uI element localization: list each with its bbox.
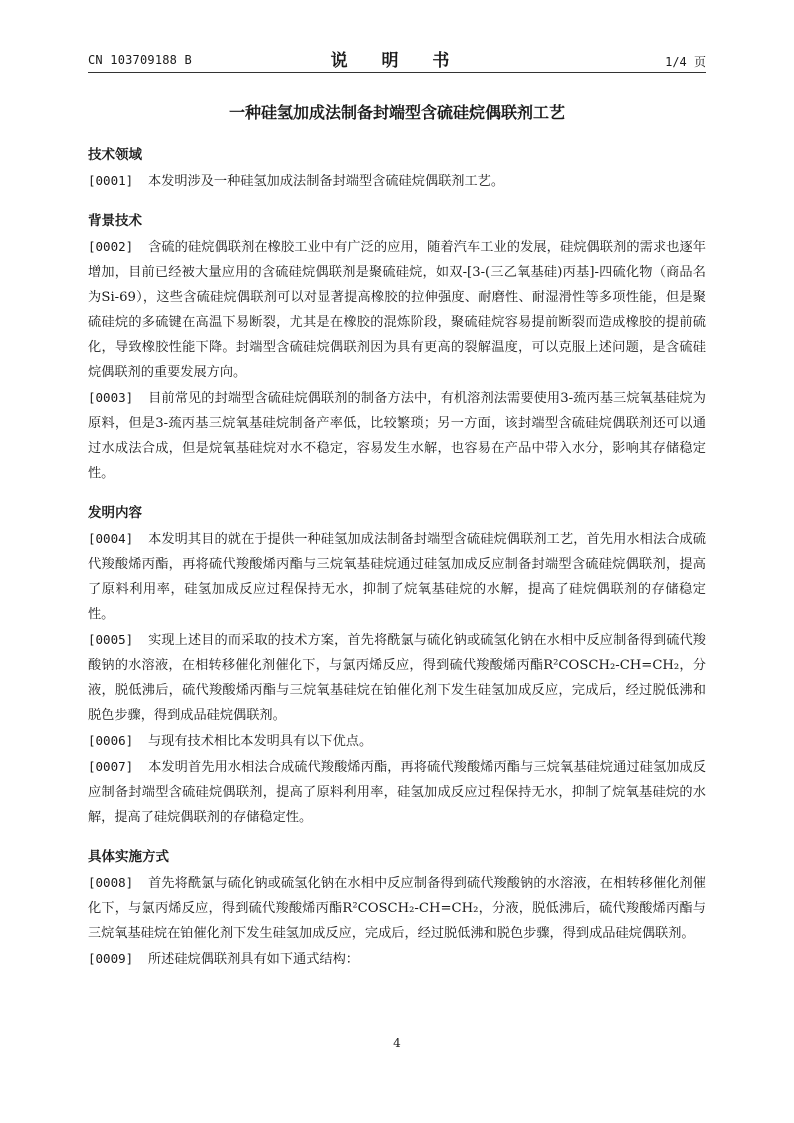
- paragraph-number: [0008]: [88, 875, 134, 890]
- paragraph-text: 实现上述目的而采取的技术方案，首先将酰氯与硫化钠或硫氢化钠在水相中反应制备得到硫代羧酸钠的水溶液，在相转移催化剂催化下，与氯丙烯反应，得到硫代羧酸烯丙酯R²COSCH₂-CH=CH₂，分液，脱低沸后，硫代羧酸烯丙酯与三烷氧基硅烷在铂催化剂下发生硅氢加成反应，完成后，经过脱低沸和脱色步骤，得到成品硅烷偶联剂。: [88, 633, 706, 723]
- paragraph-text: 含硫的硅烷偶联剂在橡胶工业中有广泛的应用，随着汽车工业的发展，硅烷偶联剂的需求也逐年增加，目前已经被大量应用的含硫硅烷偶联剂是聚硫硅烷，如双-[3-(三乙氧基硅)丙基]-四硫化物（商品名为Si-69），这些含硫硅烷偶联剂可以对显著提高橡胶的拉伸强度、耐磨性、耐湿滑性等多项性能，但是聚硫硅烷的多硫键在高温下易断裂，尤其是在橡胶的混炼阶段，聚硫硅烷容易提前断裂而造成橡胶的提前硫化，导致橡胶性能下降。封端型含硫硅烷偶联剂因为具有更高的裂解温度，可以克服上述问题，是含硫硅烷偶联剂的重要发展方向。: [88, 240, 706, 380]
- paragraph: [88, 870, 706, 946]
- section-background: [88, 208, 706, 486]
- paragraph-number: [0005]: [88, 632, 134, 647]
- paragraph-text: 所述硅烷偶联剂具有如下通式结构：: [148, 952, 359, 967]
- paragraph-text: 与现有技术相比本发明具有以下优点。: [148, 734, 373, 749]
- section-technical-field: [88, 142, 706, 194]
- paragraph-text: 本发明其目的就在于提供一种硅氢加成法制备封端型含硫硅烷偶联剂工艺，首先用水相法合成硫代羧酸烯丙酯，再将硫代羧酸烯丙酯与三烷氧基硅烷通过硅氢加成反应制备封端型含硫硅烷偶联剂，提高了原料利用率，硅氢加成反应过程保持无水，抑制了烷氧基硅烷的水解，提高了硅烷偶联剂的存储稳定性。: [88, 532, 706, 622]
- paragraph: [88, 754, 706, 830]
- paragraph: [88, 627, 706, 728]
- patent-number: CN 103709188 B: [88, 53, 192, 67]
- document-title: 一种硅氢加成法制备封端型含硫硅烷偶联剂工艺: [228, 103, 565, 122]
- paragraph: [88, 234, 706, 385]
- paragraph-number: [0001]: [88, 173, 134, 188]
- page-indicator: 1/4 页: [665, 55, 706, 69]
- paragraph-text: 首先将酰氯与硫化钠或硫氢化钠在水相中反应制备得到硫代羧酸钠的水溶液，在相转移催化剂催化下，与氯丙烯反应，得到硫代羧酸烯丙酯R²COSCH₂-CH=CH₂，分液，脱低沸后，硫代羧酸烯丙酯与三烷氧基硅烷在铂催化剂下发生硅氢加成反应，完成后，经过脱低沸和脱色步骤，得到成品硅烷偶联剂。: [88, 876, 706, 941]
- paragraph-number: [0007]: [88, 759, 134, 774]
- section-heading: 技术领域: [88, 147, 142, 163]
- paragraph: [88, 385, 706, 486]
- paragraph-text: 本发明首先用水相法合成硫代羧酸烯丙酯，再将硫代羧酸烯丙酯与三烷氧基硅烷通过硅氢加成反应制备封端型含硫硅烷偶联剂，提高了原料利用率，硅氢加成反应过程保持无水，抑制了烷氧基硅烷的水解，提高了硅烷偶联剂的存储稳定性。: [88, 760, 706, 825]
- paragraph-number: [0002]: [88, 239, 134, 254]
- header-divider: [88, 72, 706, 73]
- paragraph-number: [0006]: [88, 733, 134, 748]
- paragraph-number: [0003]: [88, 390, 134, 405]
- page-number: 4: [393, 1036, 401, 1050]
- section-heading: 具体实施方式: [88, 849, 169, 865]
- section-heading: 发明内容: [88, 505, 142, 521]
- section-invention-content: [88, 500, 706, 830]
- paragraph: [88, 728, 706, 754]
- page-header: [88, 44, 706, 72]
- paragraph-number: [0004]: [88, 531, 134, 546]
- paragraph: [88, 946, 706, 972]
- paragraph-text: 本发明涉及一种硅氢加成法制备封端型含硫硅烷偶联剂工艺。: [148, 174, 505, 189]
- paragraph: [88, 168, 706, 194]
- paragraph: [88, 526, 706, 627]
- document-body: [88, 140, 706, 986]
- section-embodiments: [88, 844, 706, 972]
- section-heading: 背景技术: [88, 213, 142, 229]
- paragraph-number: [0009]: [88, 951, 134, 966]
- paragraph-text: 目前常见的封端型含硫硅烷偶联剂的制备方法中，有机溶剂法需要使用3-巯丙基三烷氧基硅烷为原料，但是3-巯丙基三烷氧基硅烷制备产率低，比较繁琐；另一方面，该封端型含硫硅烷偶联剂还可以通过水成法合成，但是烷氧基硅烷对水不稳定，容易发生水解，也容易在产品中带入水分，影响其存储稳定性。: [88, 391, 706, 481]
- document-type-label: 说 明 书: [330, 51, 464, 71]
